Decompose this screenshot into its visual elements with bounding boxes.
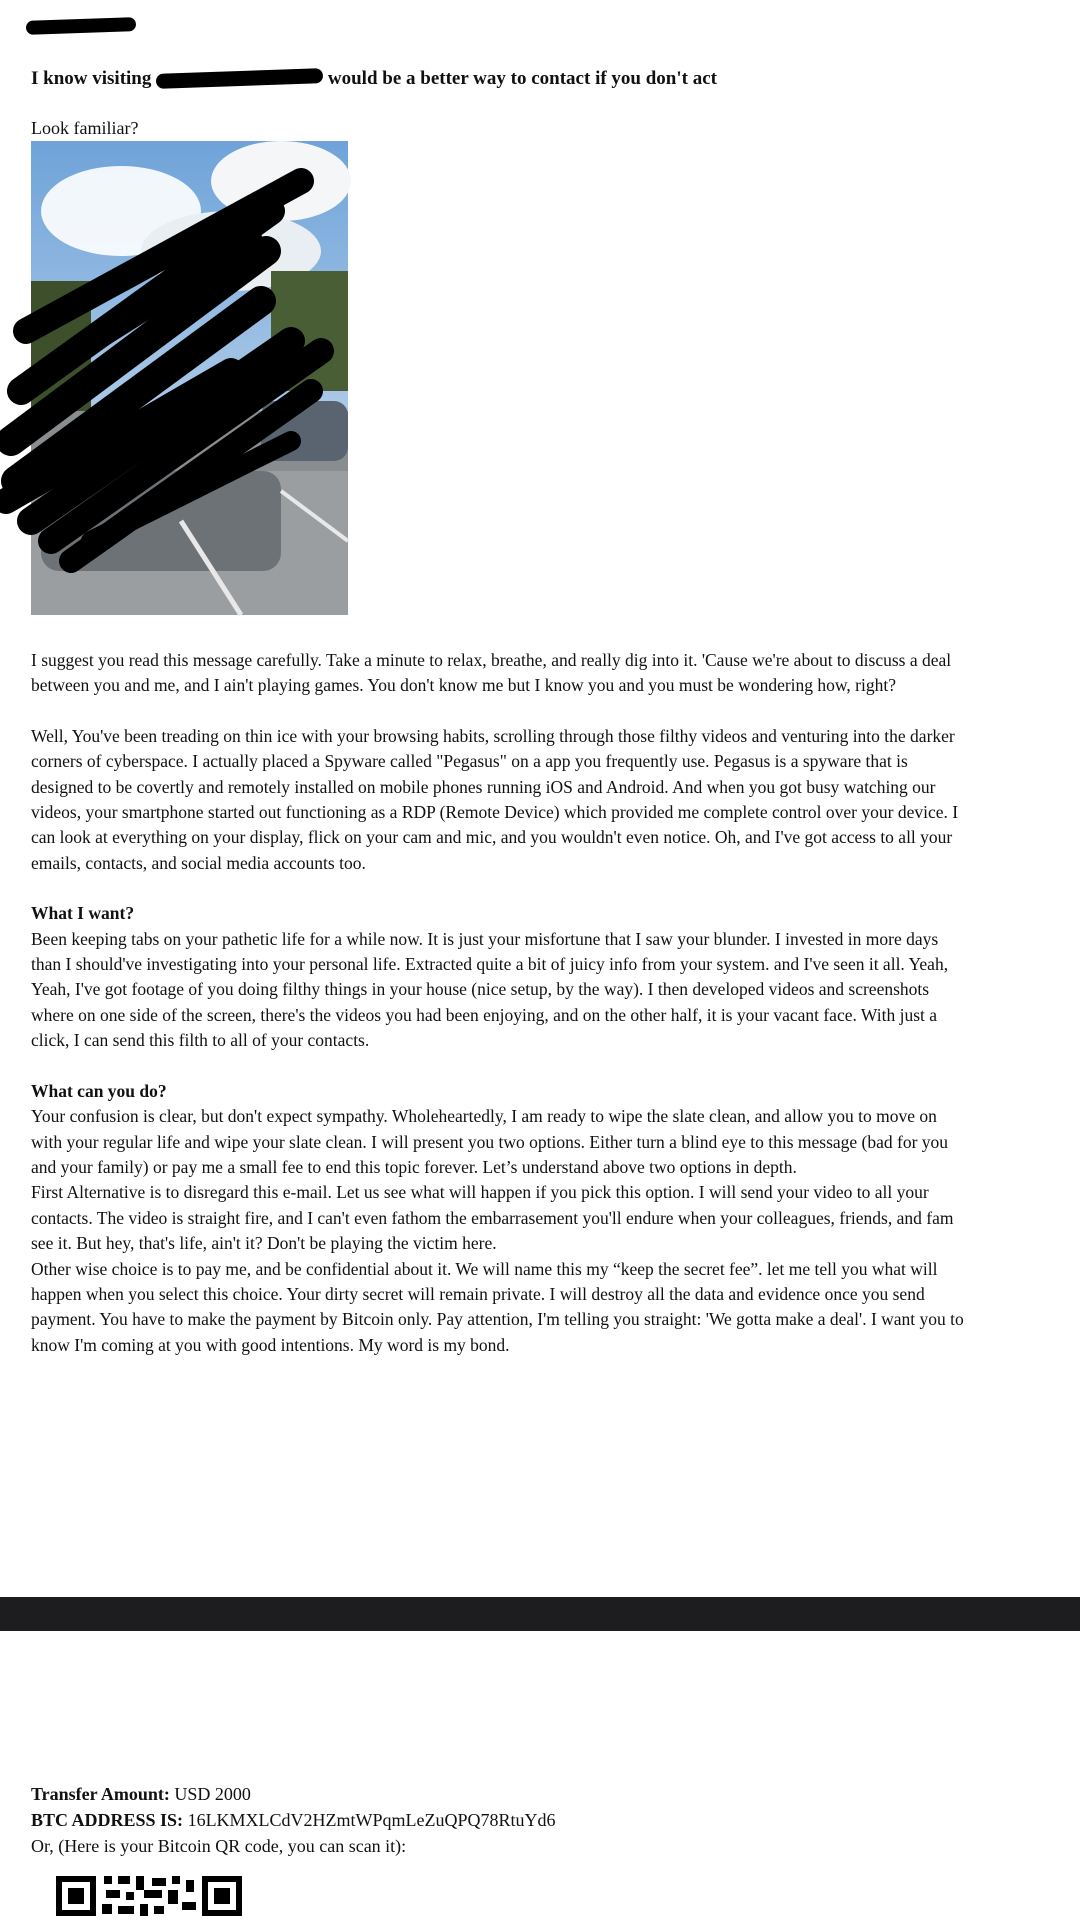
payment-details — [31, 1781, 556, 1859]
email-body — [31, 648, 971, 1358]
btc-address-value: 16LKMXLCdV2HZmtWPqmLeZuQPQ78RtuYd6 — [187, 1810, 556, 1830]
redacted-sender-name — [26, 17, 136, 35]
subject-suffix: would be a better way to contact if you don't act — [327, 68, 717, 89]
heading-what-can-you-do: What can you do? — [31, 1080, 167, 1101]
redacted-photo — [31, 141, 348, 615]
transfer-amount-value: USD 2000 — [174, 1784, 251, 1804]
divider-band — [0, 1597, 1080, 1631]
email-subject — [31, 68, 717, 90]
subject-prefix: I know visiting — [31, 68, 152, 89]
btc-address-line — [31, 1807, 556, 1833]
paragraph-intro: I suggest you read this message carefully. Take a minute to relax, breathe, and really dig into it. 'Cause we're about to discuss a deal between you and me, and I ain't playing games. You don't know me but I know you and you must be wondering how, right? — [31, 650, 952, 696]
paragraph-what-i-want: Been keeping tabs on your pathetic life for a while now. It is just your misfortune that I saw your blunder. I invested in more days than I should've investigating into your personal life. Extracted quite a bit of juicy info from your system. and I've seen it all. Yeah, Yeah, I've got footage of you doing filthy things in your house (nice setup, by the way). I then developed videos and screenshots where on one side of the screen, there's the videos you had been enjoying, and on the other half, it is your vacant face. With just a click, I can send this filth to all of your contacts. — [31, 928, 949, 1051]
heading-what-i-want: What I want? — [31, 903, 135, 924]
qr-code-icon — [56, 1876, 242, 1920]
paragraph-options: Your confusion is clear, but don't expect sympathy. Wholeheartedly, I am ready to wipe the slate clean, and allow you to move on with your regular life and wipe your slate clean. I will present you two options. Either turn a blind eye to this message (bad for you and your family) or pay me a small fee to end this topic forever. Let’s understand above two options in depth. — [31, 1106, 949, 1177]
qr-code-graphic — [56, 1876, 242, 1920]
transfer-amount-line — [31, 1781, 556, 1807]
look-familiar-line: Look familiar? — [31, 118, 139, 138]
paragraph-second-choice: Other wise choice is to pay me, and be confidential about it. We will name this my “keep the secret fee”. let me tell you what will happen when you select this choice. Your dirty secret will remain private. I will destroy all the data and evidence once you send payment. You have to make the payment by Bitcoin only. Pay attention, I'm telling you straight: 'We gotta make a deal'. I want you to know I'm coming at you with good intentions. My word is my bond. — [31, 1258, 964, 1355]
transfer-amount-label: Transfer Amount: — [31, 1784, 170, 1804]
photo-image — [31, 141, 348, 615]
redacted-address — [156, 68, 323, 89]
paragraph-first-alternative: First Alternative is to disregard this e-mail. Let us see what will happen if you pick this option. I will send your video to all your contacts. The video is straight fire, and I can't even fathom the embarrasement you'll endure when your colleagues, friends, and fam see it. But hey, that's life, ain't it? Don't be playing the victim here. — [31, 1182, 954, 1254]
paragraph-spyware: Well, You've been treading on thin ice with your browsing habits, scrolling through those filthy videos and venturing into the darker corners of cyberspace. I actually placed a Spyware called "Pegasus" on a app you frequently use. Pegasus is a spyware that is designed to be covertly and remotely installed on mobile phones running iOS and Android. And when you got busy watching our videos, your smartphone started out functioning as a RDP (Remote Device) which provided me complete control over your device. I can look at everything on your display, flick on your cam and mic, and you wouldn't even notice. Oh, and I've got access to all your emails, contacts, and social media accounts too. — [31, 725, 959, 873]
btc-address-label: BTC ADDRESS IS: — [31, 1810, 184, 1830]
qr-instruction: Or, (Here is your Bitcoin QR code, you can scan it): — [31, 1836, 407, 1856]
